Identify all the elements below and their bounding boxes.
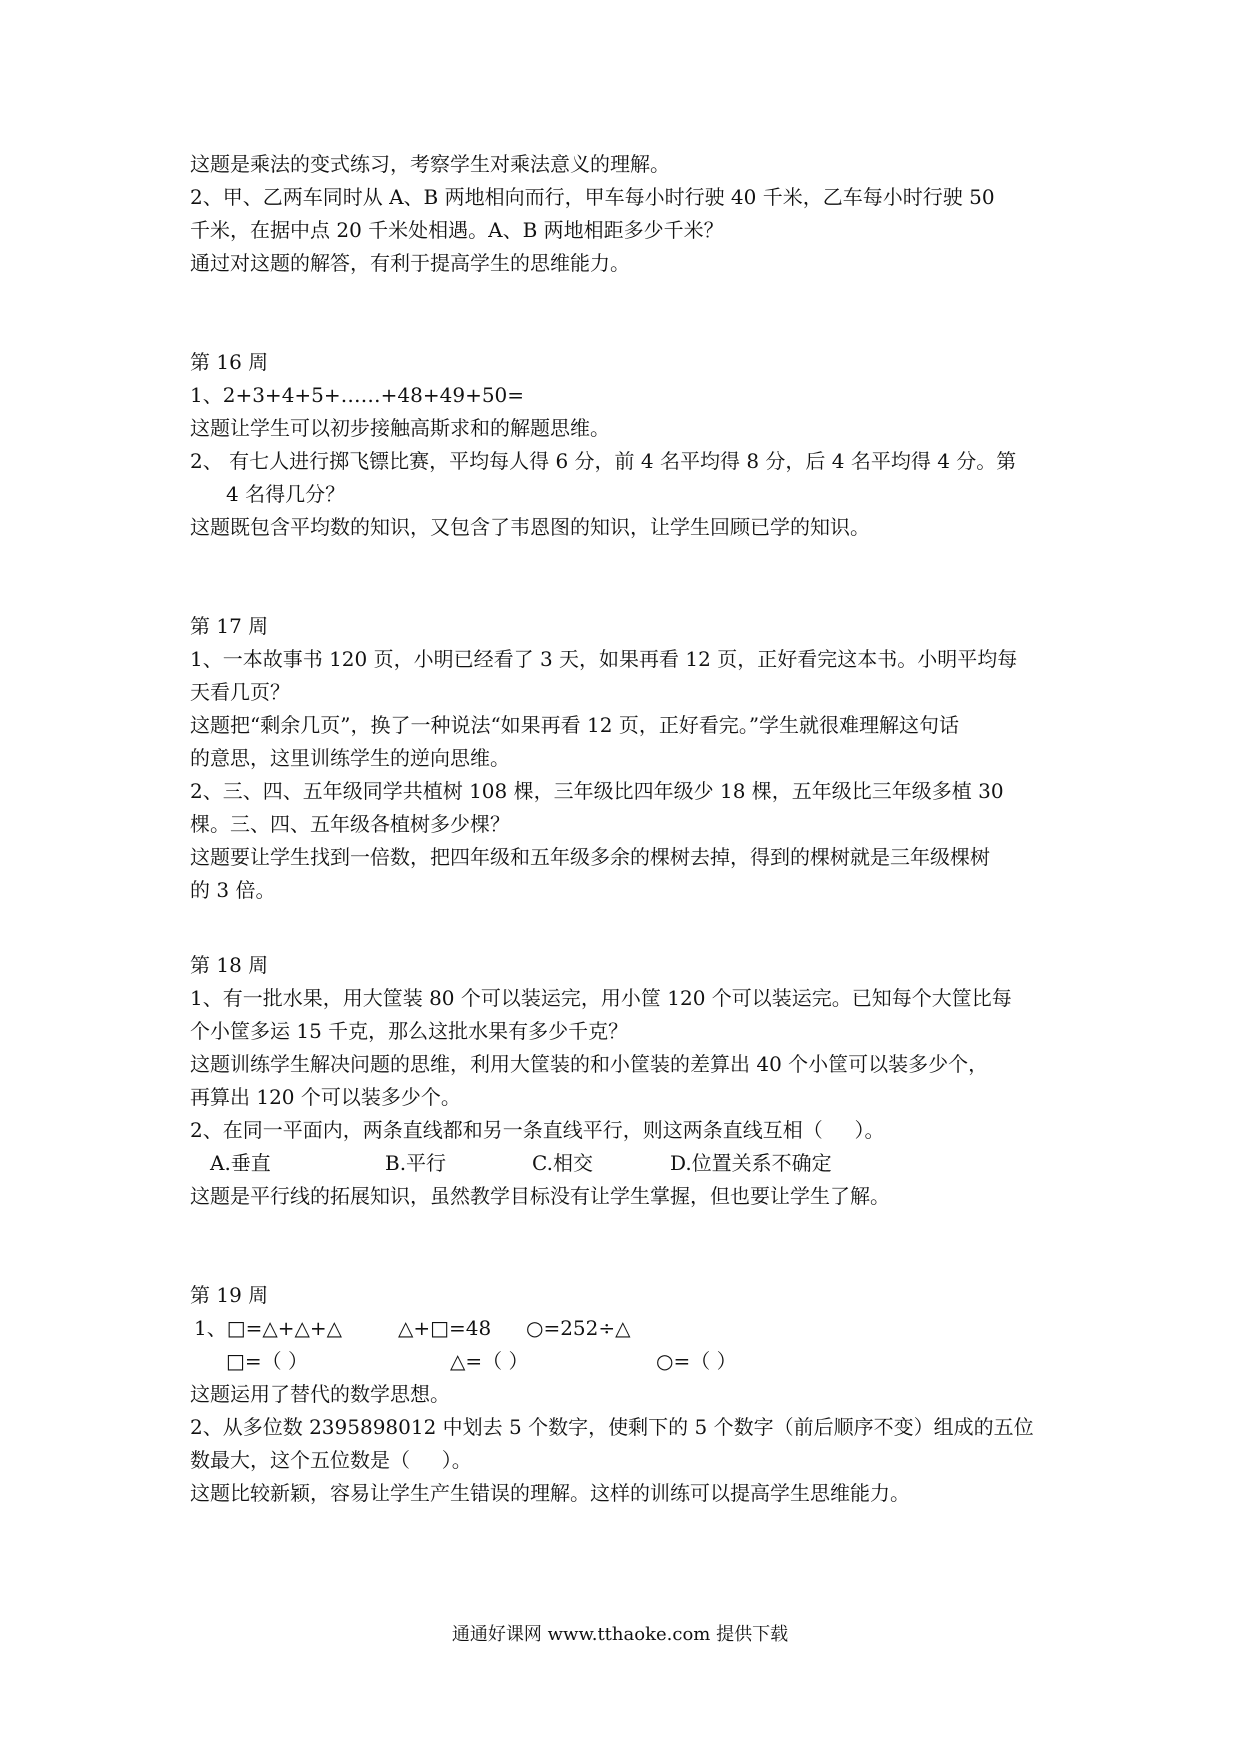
week16-q2-note: 这题既包含平均数的知识，又包含了韦恩图的知识，让学生回顾已学的知识。 [190, 515, 870, 539]
week18-q1-line1: 1、有一批水果，用大筐装 80 个可以装运完，用小筐 120 个可以装运完。已知每个大筐比每 [190, 986, 1012, 1010]
page-footer: 通通好课网 www.tthaoke.com 提供下载 [451, 1624, 789, 1645]
week16-q1-note: 这题让学生可以初步接触高斯求和的解题思维。 [190, 416, 610, 440]
document-body [190, 148, 1070, 1510]
week19-title: 第 19 周 [190, 1283, 269, 1307]
week17-q2-line2: 棵。三、四、五年级各植树多少棵？ [190, 812, 510, 836]
answer-square: □=（ ） [226, 1349, 309, 1373]
week17-q2-note-line1: 这题要让学生找到一倍数，把四年级和五年级多余的棵树去掉，得到的棵树就是三年级棵树 [190, 845, 990, 869]
week17-q1-note-line2: 的意思，这里训练学生的逆向思维。 [190, 746, 510, 770]
week16-q1: 1、2+3+4+5+……+48+49+50= [190, 383, 525, 407]
option-b: B.平行 [385, 1151, 447, 1175]
week17-q1-line2: 天看几页？ [190, 680, 290, 704]
option-d: D.位置关系不确定 [670, 1151, 832, 1175]
answer-circle: ○=（ ） [656, 1349, 737, 1373]
equation-circle: ○=252÷△ [526, 1316, 631, 1340]
intro-q2-note: 通过对这题的解答，有利于提高学生的思维能力。 [190, 251, 630, 275]
intro-q2-line1: 2、甲、乙两车同时从 A、B 两地相向而行，甲车每小时行驶 40 千米，乙车每小时行驶 50 [190, 185, 995, 209]
week19-q2-note: 这题比较新颖，容易让学生产生错误的理解。这样的训练可以提高学生思维能力。 [190, 1481, 910, 1505]
week19-section [190, 1279, 1070, 1510]
week18-options [190, 1147, 1070, 1180]
week18-title: 第 18 周 [190, 953, 269, 977]
week18-q2: 2、在同一平面内，两条直线都和另一条直线平行，则这两条直线互相（ ）。 [190, 1118, 885, 1142]
week17-section [190, 610, 1070, 907]
week17-title: 第 17 周 [190, 614, 269, 638]
week19-q1-note: 这题运用了替代的数学思想。 [190, 1382, 450, 1406]
answer-triangle: △=（ ） [450, 1349, 529, 1373]
option-c: C.相交 [532, 1151, 593, 1175]
week17-q2-note-line2: 的 3 倍。 [190, 878, 276, 902]
intro-note: 这题是乘法的变式练习，考察学生对乘法意义的理解。 [190, 152, 670, 176]
week18-q1-note-line1: 这题训练学生解决问题的思维，利用大筐装的和小筐装的差算出 40 个小筐可以装多少个， [190, 1052, 989, 1076]
week17-q1-line1: 1、一本故事书 120 页，小明已经看了 3 天，如果再看 12 页，正好看完这本书。小明平均每 [190, 647, 1018, 671]
week18-section [190, 949, 1070, 1213]
week17-q1-note-line1: 这题把“剩余几页”，换了一种说法“如果再看 12 页，正好看完。”学生就很难理解这句话 [190, 713, 960, 737]
week19-q2-line1: 2、从多位数 2395898012 中划去 5 个数字，使剩下的 5 个数字（前后顺序不变）组成的五位 [190, 1415, 1034, 1439]
week19-equations [190, 1312, 1070, 1345]
equation-sum: △+□=48 [398, 1316, 492, 1340]
week16-q2-line2: 4 名得几分？ [226, 482, 346, 506]
intro-q2-line2: 千米，在据中点 20 千米处相遇。A、B 两地相距多少千米？ [190, 218, 724, 242]
week19-answers [190, 1345, 1070, 1378]
week16-title: 第 16 周 [190, 350, 269, 374]
week19-q2-line2: 数最大，这个五位数是（ ）。 [190, 1448, 472, 1472]
option-a: A.垂直 [210, 1151, 271, 1175]
week18-q1-line2: 个小筐多运 15 千克，那么这批水果有多少千克？ [190, 1019, 629, 1043]
equation-square: 1、□=△+△+△ [194, 1316, 343, 1340]
week16-section [190, 346, 1070, 544]
week18-q1-note-line2: 再算出 120 个可以装多少个。 [190, 1085, 461, 1109]
week16-q2-line1: 2、 有七人进行掷飞镖比赛，平均每人得 6 分，前 4 名平均得 8 分，后 4 名平均得 4 分。第 [190, 449, 1017, 473]
week18-q2-note: 这题是平行线的拓展知识，虽然教学目标没有让学生掌握，但也要让学生了解。 [190, 1184, 890, 1208]
week17-q2-line1: 2、三、四、五年级同学共植树 108 棵，三年级比四年级少 18 棵，五年级比三年级多植 30 [190, 779, 1004, 803]
